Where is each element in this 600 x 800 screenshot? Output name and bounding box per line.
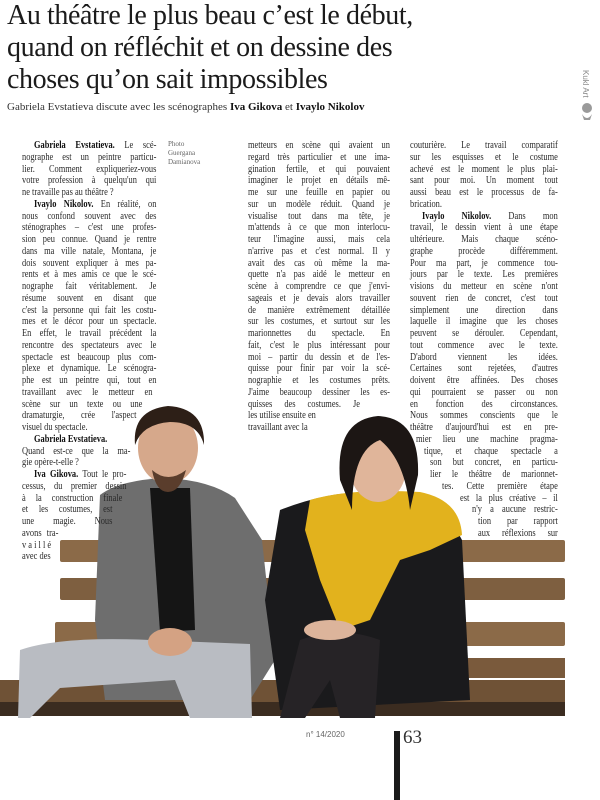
article-line: scène à comprendre ce que j'envi- xyxy=(248,281,390,292)
page-number: 63 xyxy=(403,727,422,748)
article-line: sant pour moi. Un moment tout xyxy=(410,175,558,187)
magazine-logo xyxy=(578,70,596,125)
article-line: visions du metteur en scène n'ont xyxy=(410,281,558,292)
article-line: dois souvent expliquer à mes pa- xyxy=(22,257,157,269)
article-line: nographe fait véritablement. Je xyxy=(22,281,157,292)
article-line: travail, le dessin vient à une étape xyxy=(410,222,558,234)
article-line: théâtre d'aujourd'hui est en pre- xyxy=(410,422,558,433)
article-line: sur les costumes, et surtout sur les xyxy=(248,316,390,328)
article-line: cessus, du premier dessin xyxy=(22,480,127,492)
article-line: Gabriela Evstatieva. Le scé- xyxy=(33,140,157,151)
headline xyxy=(7,0,547,96)
article-line: graphe procède différemment. xyxy=(410,245,558,257)
article-line: Certaines sont rejetées, d'autres xyxy=(410,363,558,375)
article-line: nous confond souvent avec des xyxy=(22,210,157,222)
article-line: avait des cas où même la ma- xyxy=(248,257,390,269)
article-line: tes. Cette première étape xyxy=(441,480,558,492)
article-line xyxy=(34,434,132,446)
article-line: mes et le décor pour un spectacle. xyxy=(22,316,157,328)
article-line: qui pourraient se passer ou non xyxy=(410,386,558,398)
article-line: laquelle il imagine que les choses xyxy=(410,316,558,328)
article-line: moi – partir du dessin et de l'es- xyxy=(248,351,390,363)
article-line: c'est la personne qui fait les costu- xyxy=(22,304,157,316)
headline-line: choses qu’on sait impossibles xyxy=(7,64,328,95)
article-line: peuvent se dérouler. Cependant, xyxy=(410,328,558,339)
article-line: n'arrive pas et c'est normal. Il y xyxy=(248,245,390,257)
article-line: tion par rapport xyxy=(477,516,558,527)
article-line: est la plus créative – il xyxy=(459,492,558,504)
article-line: souvent rien de concret, c'est tout xyxy=(410,292,558,304)
article-line: votre profession à quelqu'un qui xyxy=(22,175,157,187)
logo-text: Kukl Art xyxy=(581,70,590,98)
article-line: achevé est le moment le plus plai- xyxy=(410,163,558,175)
article-line: couturière. Le travail comparatif xyxy=(410,140,558,151)
article-line: tout commence avec le texte. xyxy=(410,339,558,351)
article-line: mier lieu une machine pragma- xyxy=(415,433,558,445)
article-line: Pour ma part, je commence tou- xyxy=(410,257,558,269)
article-column-3 xyxy=(410,140,558,540)
article-line: fait, c'est le plus intéressant pour xyxy=(248,339,390,351)
article-line: marionnettes du spectacle. En xyxy=(248,328,390,339)
speaker-name: Gabriela Evstatieva. xyxy=(33,433,108,445)
article-line: brication. xyxy=(410,198,442,210)
speaker-name: Iva Gikova. xyxy=(33,469,79,480)
article-line: avons tra- xyxy=(22,527,59,539)
article-line: gie opère-t-elle ? xyxy=(22,457,79,469)
article-line: Iva Gikova. Tout le pro- xyxy=(33,469,127,480)
subtitle-text: Gabriela Evstatieva discute avec les scénographes xyxy=(7,101,230,113)
article-line: doivent être affinées. Des choses xyxy=(410,375,558,386)
article-line: scène sur un texte ou une xyxy=(22,398,143,410)
article-line: Nous sommes conscients que le xyxy=(410,410,558,422)
article-line: me sur une feuille en papier ou xyxy=(248,187,390,198)
article-line: phe est un peintre qui, tout en xyxy=(22,375,157,386)
article-line: travaillant avec le metteur en xyxy=(22,386,153,398)
article-line: visuel du spectacle. xyxy=(22,422,88,433)
article-line: dramaturgie, crée l'aspect xyxy=(22,410,137,422)
article-line: Ivaylo Nikolov. En réalité, on xyxy=(33,198,157,210)
subtitle-name: Ivaylo Nikolov xyxy=(295,101,365,113)
issue-number: n° 14/2020 xyxy=(306,730,345,739)
article-line: n'y a aucune restric- xyxy=(471,504,558,516)
speaker-name: Ivaylo Nikolov. xyxy=(33,198,94,210)
article-line: en fonction des circonstances. xyxy=(410,398,558,410)
article-column-2 xyxy=(248,140,390,434)
article-line: plexe et dynamique. Le scénogra- xyxy=(22,363,157,375)
article-line: sur les esquisses et le costume xyxy=(410,151,558,163)
article-line: résume souvent en disant que xyxy=(22,292,157,304)
article-line: D'abord viennent les idées. xyxy=(410,351,558,363)
article-line: et les costumes, est xyxy=(22,504,113,516)
article-line: Quand est-ce que la ma- xyxy=(22,445,131,457)
subtitle-name: Iva Gikova xyxy=(229,101,283,113)
article-line: teur l'imagine aussi, mais cela xyxy=(248,234,390,245)
article-line: m'attends à ce que mon interlocu- xyxy=(248,222,390,234)
article-line: regard très particulier et une ima- xyxy=(248,151,390,163)
article-line: de manière extrêmement détaillée xyxy=(248,304,390,316)
article-line: quisse pour finir par voir la scé- xyxy=(248,363,390,375)
article-line: metteurs en scène qui avaient un xyxy=(248,140,390,151)
photo-credit-line: Damianova xyxy=(168,158,201,166)
headline-line: Au théâtre le plus beau c’est le début, xyxy=(7,0,413,31)
article-line: dans ma ville natale, Montana, je xyxy=(22,245,157,257)
speaker-name: Gabriela Evstatieva. xyxy=(33,140,115,151)
article-line: imaginer le projet en détails mê- xyxy=(248,175,390,187)
article-line: une magie. Nous xyxy=(22,516,113,527)
article-line: gination fertile, et qui pouvaient xyxy=(248,163,390,175)
article-line: spectacle est beaucoup plus com- xyxy=(22,351,157,363)
article-line: sageais et je devais alors travailler xyxy=(248,292,390,304)
footer-divider xyxy=(394,731,400,800)
headline-line: quand on réfléchit et on dessine des xyxy=(7,32,393,63)
article-line: travaillant avec la xyxy=(248,422,308,433)
article-line: aux réflexions sur xyxy=(477,527,558,539)
photo-credit xyxy=(168,140,200,167)
article-line: lier. Comment expliqueriez-vous xyxy=(22,163,157,175)
speaker-name: Ivaylo Nikolov. xyxy=(421,210,492,222)
article-line: v a i l l é xyxy=(22,539,52,551)
article-line: quette n'a pas aidé le metteur en xyxy=(248,269,390,281)
subtitle xyxy=(7,101,364,114)
article-line: simplement une direction dans xyxy=(410,304,558,316)
article-line: ultérieure. Mais chaque scéno- xyxy=(410,234,558,245)
article-line: les utilise ensuite en xyxy=(248,410,316,422)
photo-credit-line: Photo xyxy=(168,140,185,148)
article-line: sténographes – c'est une profes- xyxy=(22,222,157,234)
article-line: lier le théâtre de marionnet- xyxy=(429,469,558,480)
article-line: En effet, le travail précédent la xyxy=(22,328,157,339)
article-line: nographe est un peintre particu- xyxy=(22,151,157,163)
article-line: son but concret, en particu- xyxy=(429,457,558,469)
article-line: jours par le texte. Les premières xyxy=(410,269,558,281)
article-line: visualise tout dans ma tête, je xyxy=(248,210,390,222)
article-line: à la construction finale xyxy=(22,492,123,504)
article-line: sion peu connue. Quand je rentre xyxy=(22,234,157,245)
article-line: ne travaille pas au théâtre ? xyxy=(22,187,114,198)
article-line: sur un modèle réduit. Quand je xyxy=(248,198,390,210)
article-line: aussi beau est le processus de fa- xyxy=(410,187,558,198)
article-line: rencontre des spectateurs avec le xyxy=(22,339,157,351)
photo-credit-line: Guergana xyxy=(168,149,196,157)
article-line: rents et à mes amis ce que le scé- xyxy=(22,269,157,281)
article-line: nographie et les costumes prêts. xyxy=(248,375,390,386)
article-line: J'aime beaucoup dessiner les es- xyxy=(248,386,390,398)
article-line: avec des xyxy=(22,551,51,563)
article-line: quisses des costumes. Je xyxy=(248,398,360,410)
subtitle-text: et xyxy=(282,101,296,113)
article-line: Ivaylo Nikolov. Dans mon xyxy=(421,210,558,222)
article-column-1 xyxy=(22,140,156,563)
article-line: tique, et chaque spectacle a xyxy=(423,445,558,457)
